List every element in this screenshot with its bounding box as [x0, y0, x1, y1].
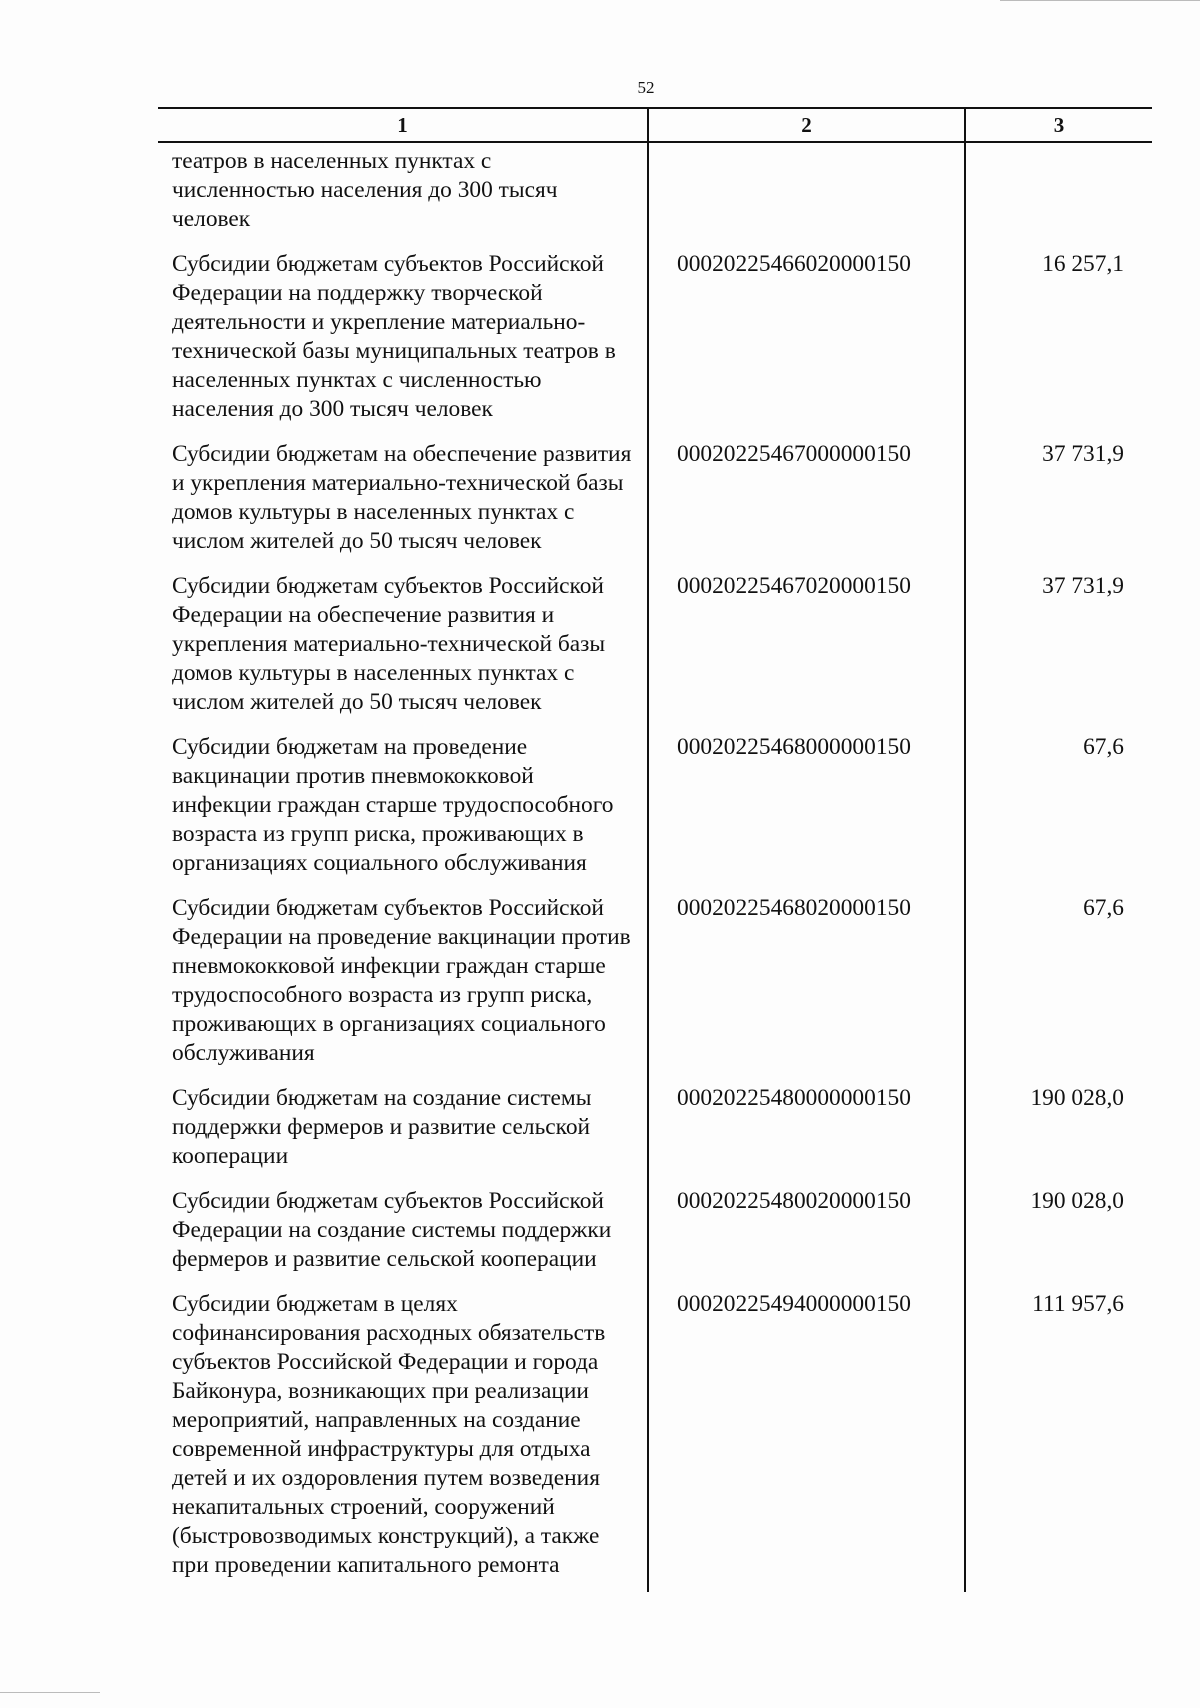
table-row — [158, 246, 1152, 424]
table-rows — [158, 143, 1152, 1592]
row-name: Субсидии бюджетам на проведение вакцинации против пневмококковой инфекции граждан старше трудоспособного возраста из групп риска, проживающих в организациях социального обслуживания — [172, 734, 614, 876]
row-code: 00020225468000000150 — [677, 734, 911, 760]
row-sum: 16 257,1 — [1042, 251, 1124, 277]
row-sum: 67,6 — [1083, 895, 1124, 921]
table-row — [158, 1183, 1152, 1274]
table-row — [158, 1080, 1152, 1171]
row-name: Субсидии бюджетам на создание системы поддержки фермеров и развитие сельской кооперации — [172, 1085, 592, 1169]
row-name: Субсидии бюджетам субъектов Российской Федерации на обеспечение развития и укрепления материально-технической базы домов культуры в населенных пунктах с числом жителей до 50 тысяч человек — [172, 573, 606, 715]
table-row — [158, 1286, 1152, 1580]
row-sum: 37 731,9 — [1042, 573, 1124, 599]
column-divider-1 — [647, 143, 649, 1592]
row-sum: 111 957,6 — [1032, 1291, 1124, 1317]
table-header — [158, 107, 1152, 143]
page-number: 52 — [637, 78, 655, 97]
row-name: Субсидии бюджетам в целях софинансирования расходных обязательств субъектов Российской Федерации и города Байконура, возникающих при реализации мероприятий, направленных на создание современной инфраструктуры для отдыха детей и их оздоровления путем возведения некапитальных строений, сооружений (быстровозводимых конструкций), а также при проведении капитального ремонта — [172, 1291, 606, 1578]
row-code: 00020225480000000150 — [677, 1085, 911, 1111]
table-row — [158, 729, 1152, 878]
table-row — [158, 436, 1152, 556]
budget-table — [158, 107, 1152, 1592]
row-sum: 67,6 — [1083, 734, 1124, 760]
row-sum: 37 731,9 — [1042, 441, 1124, 467]
row-code: 00020225467020000150 — [677, 573, 911, 599]
row-sum — [964, 143, 1152, 234]
row-code: 00020225466020000150 — [677, 251, 911, 277]
table-body — [158, 143, 1152, 1592]
row-name: Субсидии бюджетам субъектов Российской Федерации на поддержку творческой деятельности и укрепление материально-технической базы муниципальных театров в населенных пунктах с численностью населения до 300 тысяч человек — [172, 251, 616, 422]
row-name: театров в населенных пунктах с численностью населения до 300 тысяч человек — [172, 148, 558, 232]
row-name: Субсидии бюджетам субъектов Российской Федерации на проведение вакцинации против пневмококковой инфекции граждан старше трудоспособного возраста из групп риска, проживающих в организациях социального обслуживания — [172, 895, 631, 1066]
row-code: 00020225468020000150 — [677, 895, 911, 921]
table-row — [158, 143, 1152, 234]
table-row — [158, 568, 1152, 717]
row-code: 00020225467000000150 — [677, 441, 911, 467]
scan-edge-bottom — [0, 1692, 100, 1693]
row-name: Субсидии бюджетам на обеспечение развития и укрепления материально-технической базы домов культуры в населенных пунктах с числом жителей до 50 тысяч человек — [172, 441, 632, 554]
header-col-1: 1 — [397, 113, 408, 137]
header-col-2: 2 — [647, 109, 964, 141]
row-name: Субсидии бюджетам субъектов Российской Федерации на создание системы поддержки фермеров и развитие сельской кооперации — [172, 1188, 612, 1272]
row-sum: 190 028,0 — [1030, 1188, 1124, 1214]
column-divider-2 — [964, 143, 966, 1592]
table-row — [158, 890, 1152, 1068]
row-sum: 190 028,0 — [1030, 1085, 1124, 1111]
header-col-3: 3 — [964, 109, 1152, 141]
row-code: 00020225480020000150 — [677, 1188, 911, 1214]
row-code: 00020225494000000150 — [677, 1291, 911, 1317]
scan-edge-top — [1000, 0, 1200, 1]
row-code — [647, 143, 964, 234]
